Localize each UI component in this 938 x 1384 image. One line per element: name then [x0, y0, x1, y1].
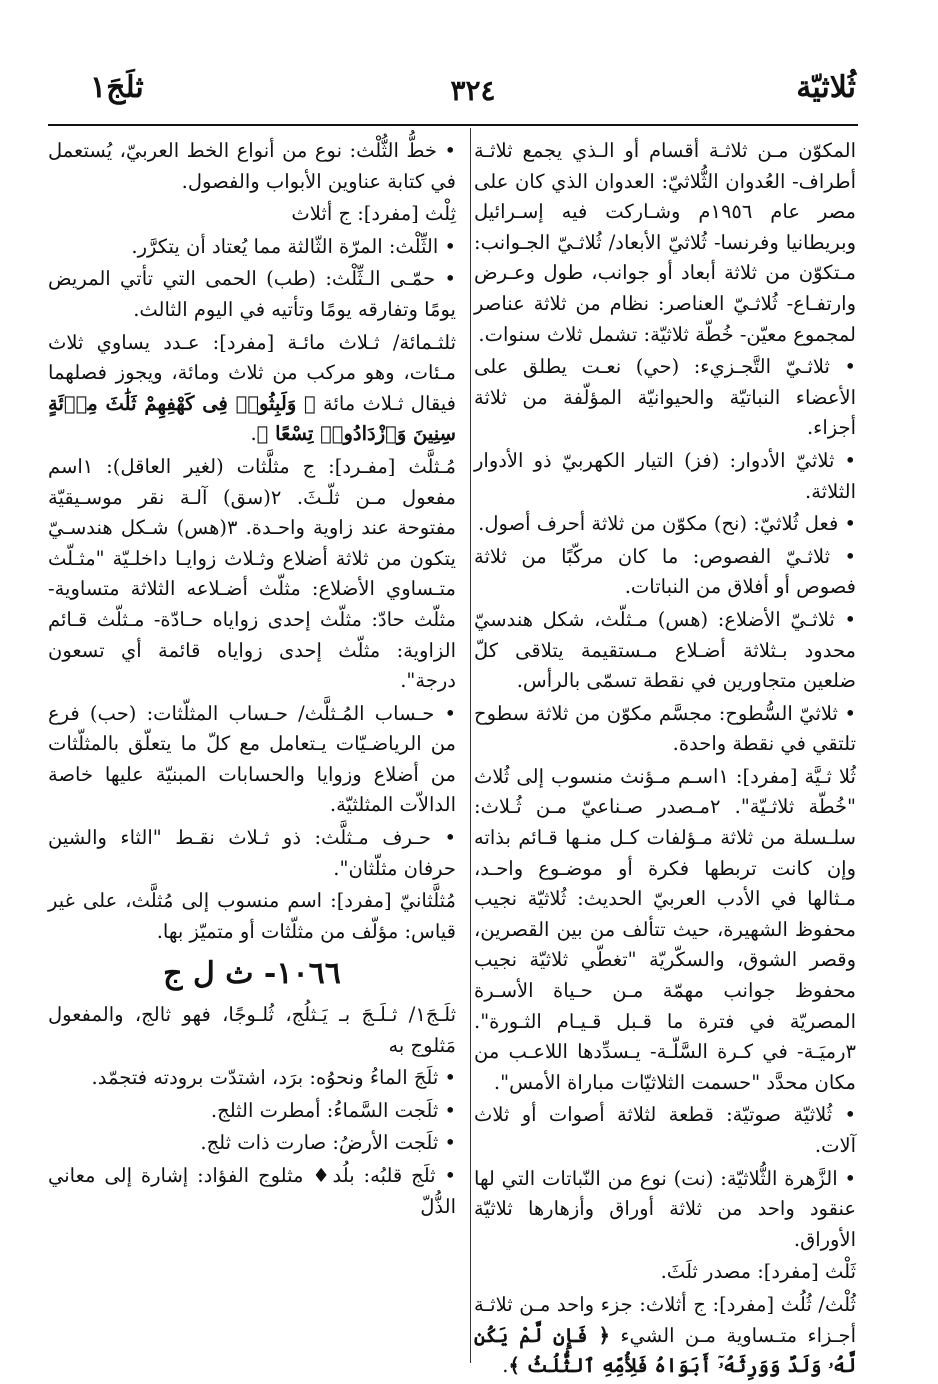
dictionary-entry	[48, 199, 456, 230]
page-header	[90, 70, 856, 120]
entry-text: خطُّ الثُّلْث: نوع من أنواع الخط العربيّ، يُستعمل في كتابة عناوين الأبواب والفصول.	[48, 139, 456, 193]
entry-text: ثَلْث [مفرد]: مصدر ثلَثَ.	[660, 1260, 856, 1284]
dictionary-entry	[474, 1257, 856, 1288]
entry-text: ثُلا ثـيَّة [مفرد]: ١اسـم مـؤنث منسوب إلى ثُلاث "خُطّة ثلاثـيّة". ٢مـصدر صـناعيّ مـن ثُـلاث: سلـسلة من ثلاثة مـؤلفات كـل منـها قـائم بذاته وإن كانت تربطها فكرة أو موضـوع واحـد، مـثالها في الأدب العربيّ الحديث: ثُلاثيّة نجيب محفوظ الشهيرة، حيث تتألف من بين القصرين، وقصر الشوق، والسكّريّة "تغطّي ثلاثيّة نجيب محفوظ جوانب مهمّة مـن حـياة الأسـرة المصريّة في فترة ما قـبل قـيـام الثـورة". ٣رميَـة- في كـرة السَّلّـة- يـسدِّدها اللاعـب من مكان محدَّد "حسمت الثلاثيّات مباراة الأمس".	[474, 764, 856, 1094]
entry-text: ثلَج قلبُه: بلُد♦ مثلوج الفؤاد: إشارة إلى معاني الذُّلّ	[48, 1164, 456, 1218]
entry-text: مُثلَّثانيّ [مفرد]: اسم منسوب إلى مُثلَّث، على غير قياس: مؤلّف من مثلّثات أو متميّز بها.	[48, 889, 456, 943]
dictionary-entry	[474, 446, 856, 507]
entry-text: ثلثـمائة/ ثـلاث مائـة [مفرد]: عـدد يساوي ثلاث مـئات، وهو مركب من ثلاث ومائة، ويجوز فصلهما فيقال ثـلاث مائة	[48, 330, 456, 415]
quran-quote: ﴿ وَلَبِثُوا۟ فِى كَهْفِهِمْ ثَلَٰثَ مِا۟ئَةٍ سِنِينَ وَٱزْدَادُوا۟ تِسْعًا ﴾	[48, 391, 456, 446]
dictionary-entry	[474, 699, 856, 760]
dictionary-entry	[48, 823, 456, 884]
entry-text: ثلَـجَ١/ ثـلَـجَ بـ يَـثلُج، ثُلـوجًا، فهو ثالج، والمفعول مَثلوج به	[48, 1003, 456, 1057]
dictionary-entry	[48, 1128, 456, 1159]
entry-text: ثُلاثيّة صوتيّة: قطعة لثلاثة أصوات أو ثلاث آلات.	[474, 1103, 856, 1157]
entry-text: ثلَجَ الماءُ ونحوُه: برَد، اشتدّت برودته فتجمّد.	[91, 1066, 439, 1090]
dictionary-entry	[48, 328, 456, 450]
entry-tail: .	[502, 1354, 509, 1378]
dictionary-entry	[474, 542, 856, 603]
entry-text: ثلاثيّ السُّطوح: مجسَّم مكوّن من ثلاثة سطوح تلتقي في نقطة واحدة.	[474, 701, 856, 756]
dictionary-entry	[48, 1161, 456, 1222]
header-guide-word-start: ثُلاثيّة	[796, 70, 856, 105]
root-heading: ١٠٦٦- ث ل ج	[163, 956, 341, 992]
dictionary-entry	[474, 352, 856, 444]
dictionary-entry	[48, 1096, 456, 1127]
entry-text: ثلاثـيّ التَّجـزيء: (حي) نعـت يطلق على الأعضاء النباتيّة والحيوانيّة المؤلّفة من ثلاثة أجزاء.	[474, 355, 856, 440]
dictionary-entry	[474, 1164, 856, 1256]
entry-text: حمّـى الـثِّلْث: (طب) الحمى التي تأتي المريض يومًا وتفارقه يومًا وتأتيه في اليوم الثالث.	[48, 267, 456, 321]
entry-text: الثِّلْث: المرّة الثّالثة مما يُعتاد أن يتكرَّر.	[131, 234, 439, 258]
entry-text: حـرف مـثلَّث: ذو ثـلاث نقـط "الثاء والشين حرفان مثلّثان".	[48, 826, 456, 880]
entry-text: فعل ثُلاثيّ: (نح) مكوّن من ثلاثة أحرف أصول.	[478, 512, 839, 536]
dictionary-entry	[48, 1000, 456, 1061]
entry-text: حـساب المُـثلَّث/ حـساب المثلّثات: (حب) فرع من الرياضـيّات يـتعامل مع كلّ ما يتعلّق بالمثلّثات من أضلاع وزوايا والحسابات المبنيّة عليها خاصة الدالاّت المثلثيّة.	[48, 701, 456, 817]
dictionary-entry	[48, 452, 456, 697]
dictionary-entry	[474, 1100, 856, 1161]
entry-tail: .	[250, 422, 257, 446]
dictionary-entry	[48, 232, 456, 263]
right-column	[474, 136, 856, 1384]
entry-text: ثلاثـيّ الفصوص: ما كان مركّبًا من ثلاثة فصوص أو أفلاق من النباتات.	[474, 544, 856, 599]
header-rule	[48, 124, 858, 126]
entry-text: ثلَجت السَّماءُ: أمطرت الثلج.	[210, 1098, 439, 1122]
header-guide-word-end: ثلَجَ١	[90, 70, 144, 105]
left-column	[48, 136, 456, 1224]
entry-text: مُـثلَّث [مفـرد]: ج مثلَّثات (لغير العاقل): ١اسم مفعول مـن ثلّـثَ. ٢(سق) آلـة نقر موسـيقيّة مفتوحة عند زاوية واحـدة. ٣(هس) شـكل هندسـيّ يتكون من ثلاثة أضلاع وثـلاث زوايـا داخلـيّة "مثـلّث متـساوي الأضلاع: مثلّث أضـلاعه الثلاثة متساوية- مثلّث حادّ: مثلّث إحدى زواياه حـادّة- مـثلّث قـائم الزاوية: مثلّث إحدى زواياه قائمة أي تسعون درجة".	[48, 454, 456, 693]
column-divider	[470, 128, 471, 1363]
dictionary-entry	[48, 264, 456, 325]
entry-text: الزَّهرة الثُّلاثيّة: (نت) نوع من النّباتات التي لها عنقود واحد من ثلاثة أوراق وأزهارها ثلاثيّة الأوراق.	[474, 1166, 856, 1251]
dictionary-entry	[474, 762, 856, 1099]
quran-quote: ﴿ فَإِن لَّمْ يَكُن لَّهُۥ وَلَدٌ وَوَرِثَهُۥٓ أَبَوَاهُ فَلِأُمِّهِ ٱلثُّلُثُ ﴾	[474, 1323, 856, 1378]
dictionary-entry	[474, 1290, 856, 1382]
entry-text: المكوّن مـن ثلاثـة أقسام أو الـذي يجمع ثلاثـة أطراف- العُدوان الثُّلاثيّ: العدوان الذي كان على مصر عام ١٩٥٦م وشـاركت فيه إسـرائيل وبريطانيا وفرنسا- ثُلاثيّ الأبعاد/ ثُلاثـيّ الجـوانب: مـتكوّن من ثلاثة أبعاد أو جوانب، طول وعـرض وارتفـاع- ثُلاثـيّ العناصر: نظام من ثلاثة عناصر لمجموع معيّن- خُطّة ثلاثيّة: تشمل ثلاث سنوات.	[474, 139, 856, 346]
entry-text: ثلَجت الأرضُ: صارت ذات ثلج.	[200, 1131, 439, 1155]
dictionary-entry	[48, 886, 456, 947]
dictionary-entry	[474, 509, 856, 540]
dictionary-entry	[48, 1063, 456, 1094]
entry-text: ثِلْث [مفرد]: ج أثلاث	[291, 202, 456, 226]
entry-text: ثلاثـيّ الأضلاع: (هس) مـثلّث، شكل هندسيّ محدود بـثلاثة أضـلاع مـستقيمة يتلاقى كلّ ضلعين متجاورين في نقطة تسمّى بالرأس.	[474, 607, 856, 693]
dictionary-entry	[474, 136, 856, 350]
dictionary-entry	[48, 136, 456, 197]
page-number: ٣٢٤	[450, 74, 496, 107]
dictionary-entry	[48, 699, 456, 821]
entry-text: ثلاثيّ الأدوار: (فز) التيار الكهربيّ ذو الأدوار الثلاثة.	[474, 448, 856, 503]
dictionary-entry	[474, 605, 856, 697]
entry-text: ثُلْث/ ثُلُث [مفرد]: ج أثلاث: جزء واحد مـن ثلاثـة أجـزاء متـساوية مـن الشيء	[474, 1292, 857, 1347]
